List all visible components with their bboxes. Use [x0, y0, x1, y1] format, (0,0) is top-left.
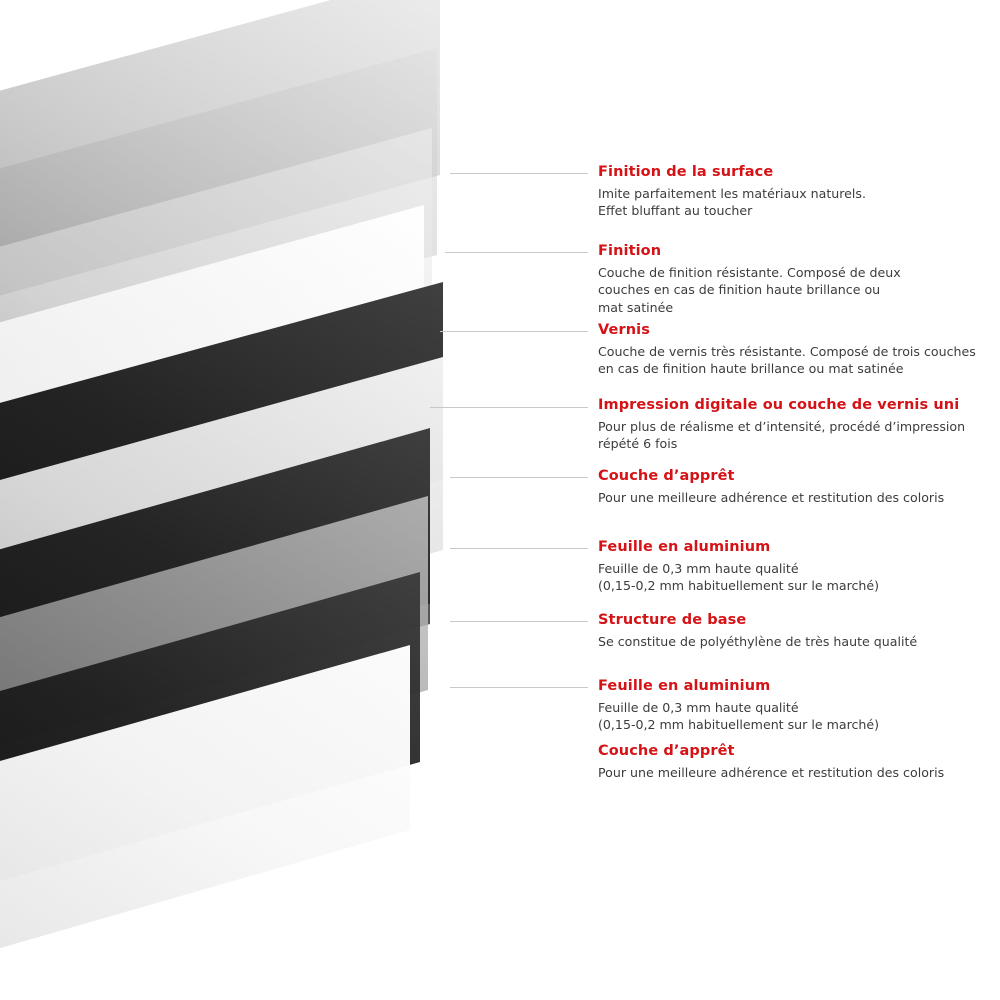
callout-body-line: (0,15-0,2 mm habituellement sur le marché)	[598, 717, 880, 733]
callout-body-line: Feuille de 0,3 mm haute qualité	[598, 699, 799, 715]
leader-line-couche-d-appret-haut	[450, 477, 588, 478]
leader-line-vernis	[440, 331, 588, 332]
callout-structure-de-base	[598, 611, 917, 650]
callout-body-line: Feuille de 0,3 mm haute qualité	[598, 560, 799, 576]
callout-body-line: (0,15-0,2 mm habituellement sur le marché)	[598, 578, 880, 594]
callout-title: Structure de base	[598, 612, 747, 628]
callout-title: Finition de la surface	[598, 164, 774, 180]
callout-body-line: mat satinée	[598, 300, 674, 316]
callout-body-line: répété 6 fois	[598, 436, 678, 452]
callout-impression-digitale	[598, 396, 965, 453]
callout-vernis	[598, 321, 976, 378]
callout-title: Feuille en aluminium	[598, 678, 771, 694]
callout-finition-de-la-surface	[598, 163, 866, 220]
leader-line-feuille-en-aluminium-bas	[450, 687, 588, 688]
callout-feuille-en-aluminium-bas	[598, 677, 879, 734]
callout-body-line: Couche de finition résistante. Composé de deux	[598, 264, 901, 280]
callout-title: Impression digitale ou couche de vernis uni	[598, 397, 960, 413]
callout-body-line: Se constitue de polyéthylène de très haute qualité	[598, 633, 918, 649]
callout-body-line: Couche de vernis très résistante. Composé de trois couches	[598, 343, 976, 359]
callout-body-line: Imite parfaitement les matériaux naturels.	[598, 185, 866, 201]
callout-couche-d-appret-haut	[598, 467, 944, 506]
callout-finition	[598, 242, 901, 317]
callout-title: Vernis	[598, 322, 650, 338]
callout-title: Couche d’apprêt	[598, 468, 735, 484]
callout-body-line: Pour une meilleure adhérence et restitution des coloris	[598, 489, 945, 505]
callout-body-line: en cas de finition haute brillance ou mat satinée	[598, 361, 904, 377]
callout-title: Finition	[598, 243, 662, 259]
callout-title: Couche d’apprêt	[598, 743, 735, 759]
callout-body-line: Pour plus de réalisme et d’intensité, procédé d’impression	[598, 418, 966, 434]
leader-line-structure-de-base	[450, 621, 588, 622]
callout-body-line: couches en cas de finition haute brillance ou	[598, 282, 881, 298]
callout-couche-d-appret-bas	[598, 742, 944, 781]
callout-feuille-en-aluminium-haut	[598, 538, 879, 595]
leader-line-finition	[445, 252, 588, 253]
callout-body-line: Pour une meilleure adhérence et restitution des coloris	[598, 764, 945, 780]
leader-line-finition-de-la-surface	[450, 173, 588, 174]
leader-line-feuille-en-aluminium-haut	[450, 548, 588, 549]
leader-line-impression-digitale	[430, 407, 588, 408]
callout-title: Feuille en aluminium	[598, 539, 771, 555]
callout-body-line: Effet bluffant au toucher	[598, 203, 753, 219]
